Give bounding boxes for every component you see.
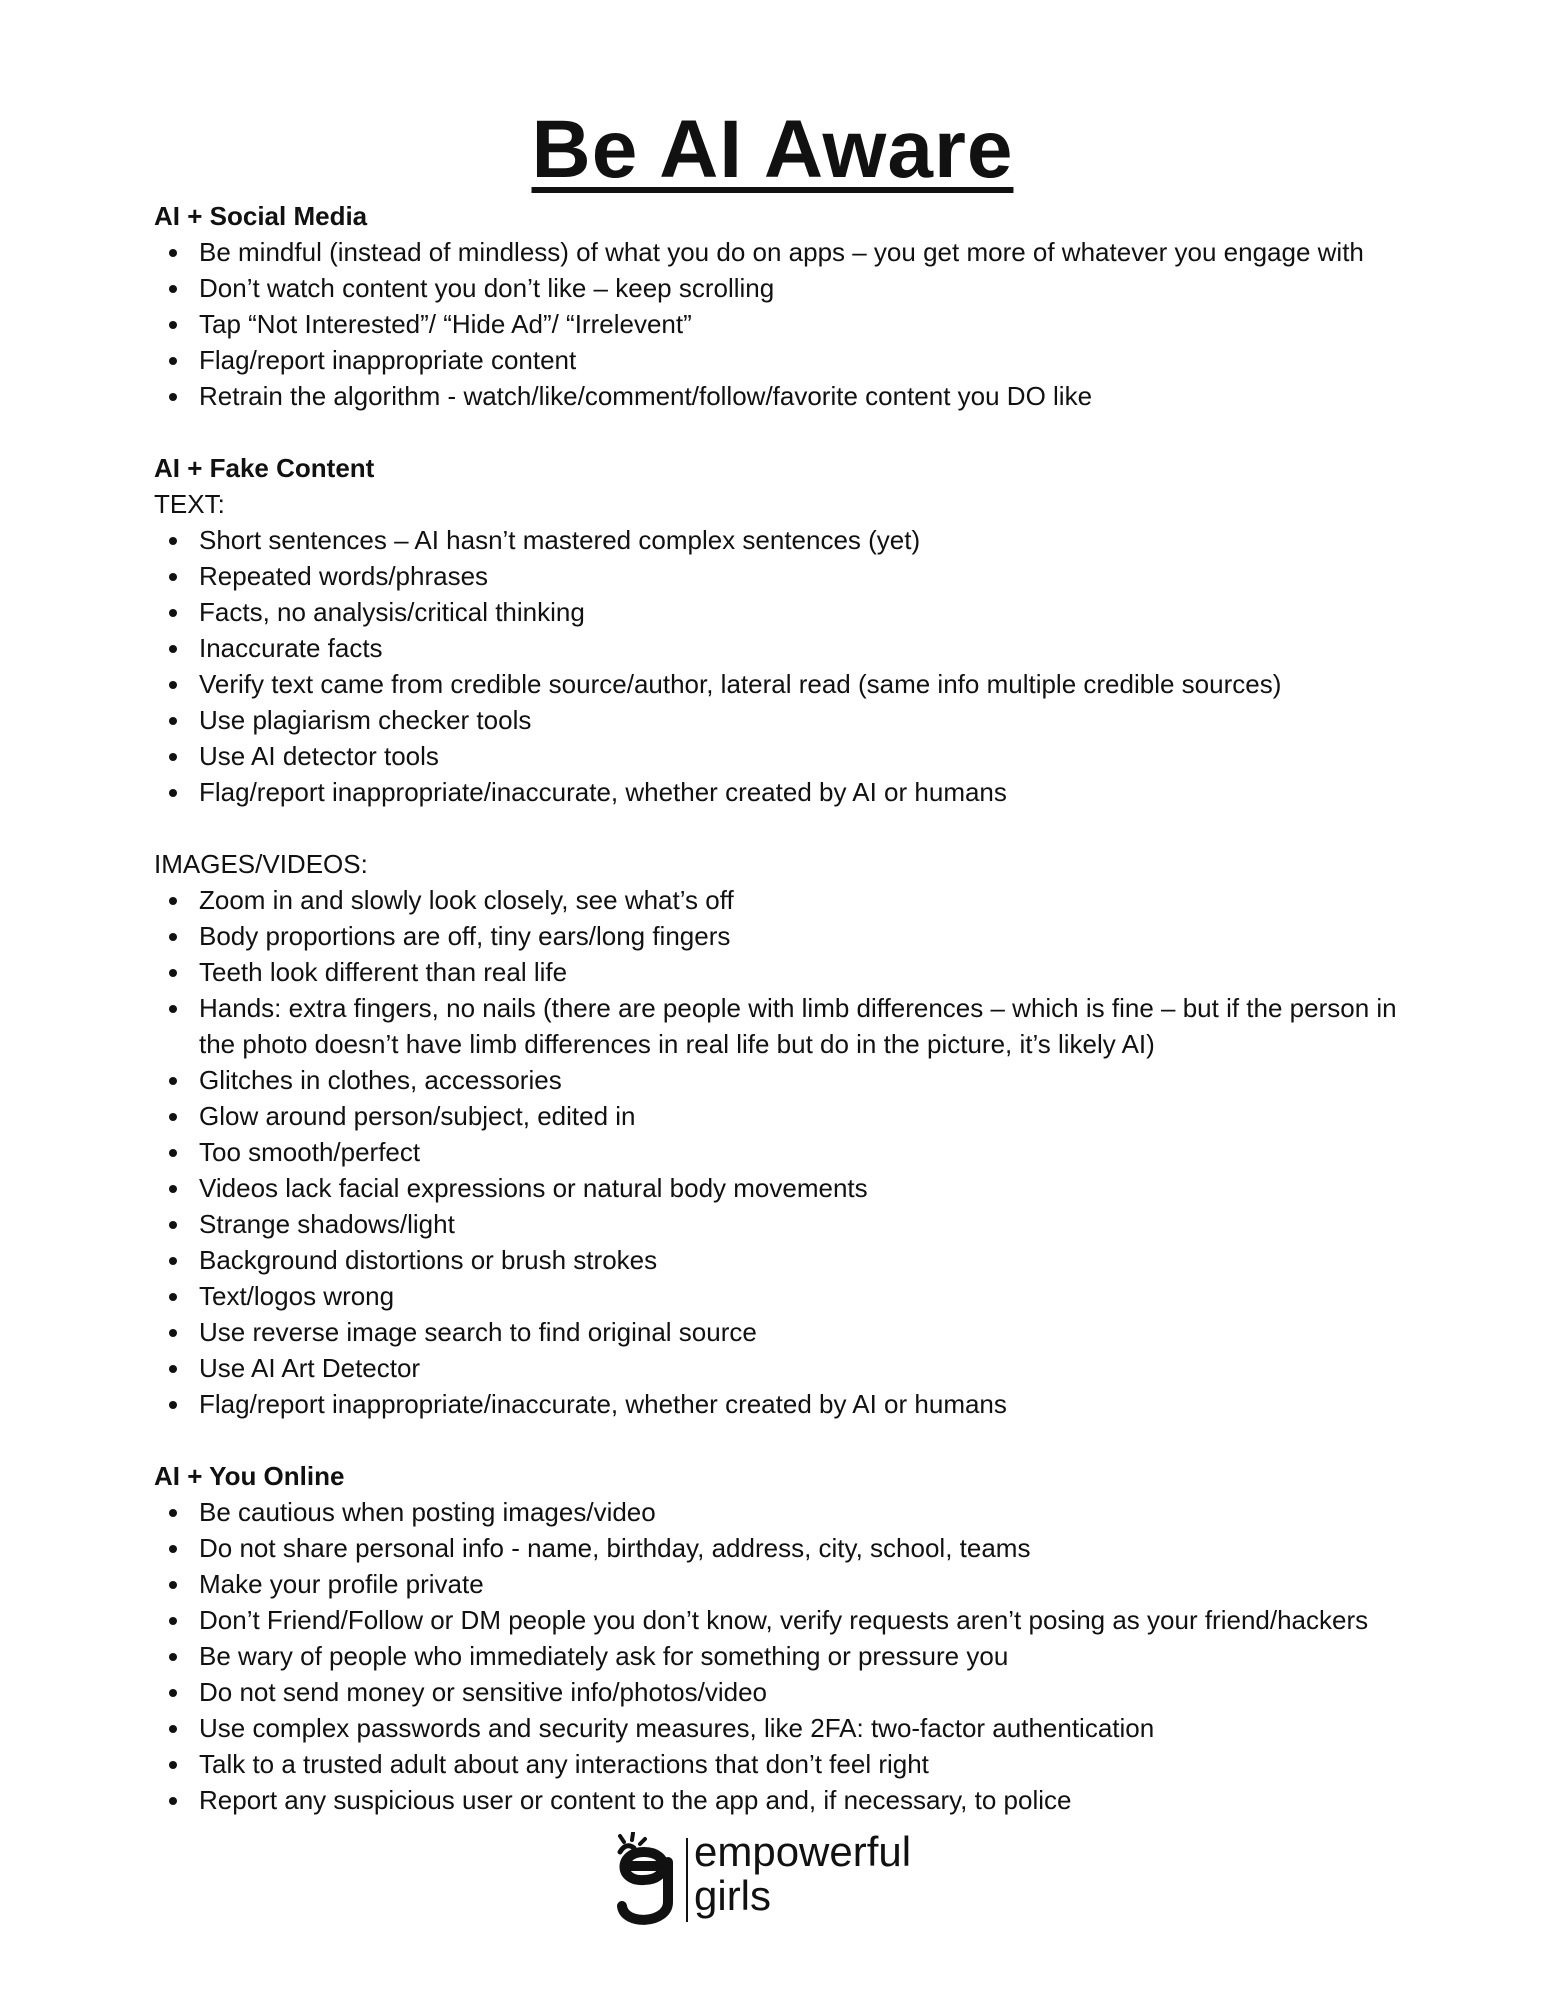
list-item: Don’t watch content you don’t like – keep scrolling — [154, 270, 1404, 306]
list-item: Text/logos wrong — [154, 1278, 1404, 1314]
media-tips-list — [154, 882, 1404, 1422]
logo-wordmark — [694, 1830, 911, 1918]
logo-text-line1: empowerful — [694, 1828, 912, 1875]
list-item: Use AI detector tools — [154, 738, 1404, 774]
section-heading-you-online: AI + You Online — [154, 1461, 345, 1491]
text-tips-list — [154, 522, 1404, 810]
list-item: Report any suspicious user or content to the app and, if necessary, to police — [154, 1782, 1404, 1818]
list-item: Videos lack facial expressions or natural body movements — [154, 1170, 1404, 1206]
list-item: Verify text came from credible source/author, lateral read (same info multiple credible sources) — [154, 666, 1404, 702]
empowerful-girls-logo — [610, 1830, 940, 1930]
list-item: Glitches in clothes, accessories — [154, 1062, 1404, 1098]
list-item: Facts, no analysis/critical thinking — [154, 594, 1404, 630]
social-media-list — [154, 234, 1404, 414]
list-item: Teeth look different than real life — [154, 954, 1404, 990]
list-item: Do not share personal info - name, birthday, address, city, school, teams — [154, 1530, 1404, 1566]
logo-eg-icon — [610, 1832, 680, 1928]
content — [154, 198, 1404, 1818]
list-item: Inaccurate facts — [154, 630, 1404, 666]
page-title: Be AI Aware — [531, 104, 1014, 195]
logo-text-line2: girls — [694, 1872, 772, 1919]
list-item: Use complex passwords and security measures, like 2FA: two-factor authentication — [154, 1710, 1404, 1746]
list-item: Use AI Art Detector — [154, 1350, 1404, 1386]
list-item: Be mindful (instead of mindless) of what you do on apps – you get more of whatever you engage with — [154, 234, 1404, 270]
list-item: Be wary of people who immediately ask for something or pressure you — [154, 1638, 1404, 1674]
list-item: Use plagiarism checker tools — [154, 702, 1404, 738]
list-item: Too smooth/perfect — [154, 1134, 1404, 1170]
list-item: Talk to a trusted adult about any interactions that don’t feel right — [154, 1746, 1404, 1782]
section-heading-fake-content: AI + Fake Content — [154, 453, 375, 483]
section-heading-social-media: AI + Social Media — [154, 201, 368, 231]
list-item: Flag/report inappropriate/inaccurate, whether created by AI or humans — [154, 774, 1404, 810]
online-tips-list — [154, 1494, 1404, 1818]
list-item: Make your profile private — [154, 1566, 1404, 1602]
list-item: Glow around person/subject, edited in — [154, 1098, 1404, 1134]
list-item: Retrain the algorithm - watch/like/comment/follow/favorite content you DO like — [154, 378, 1404, 414]
list-item: Short sentences – AI hasn’t mastered complex sentences (yet) — [154, 522, 1404, 558]
list-item: Don’t Friend/Follow or DM people you don’t know, verify requests aren’t posing as your friend/hackers — [154, 1602, 1404, 1638]
list-item: Strange shadows/light — [154, 1206, 1404, 1242]
list-item: Tap “Not Interested”/ “Hide Ad”/ “Irrelevent” — [154, 306, 1404, 342]
list-item: Background distortions or brush strokes — [154, 1242, 1404, 1278]
text-label: TEXT: — [154, 489, 225, 519]
list-item: Flag/report inappropriate content — [154, 342, 1404, 378]
list-item: Zoom in and slowly look closely, see what’s off — [154, 882, 1404, 918]
list-item: Hands: extra fingers, no nails (there are people with limb differences – which is fine – but if the person in the photo doesn’t have limb differences in real life but do in the picture, it’s likely AI) — [154, 990, 1404, 1062]
list-item: Flag/report inappropriate/inaccurate, whether created by AI or humans — [154, 1386, 1404, 1422]
logo-divider — [686, 1838, 688, 1922]
list-item: Do not send money or sensitive info/photos/video — [154, 1674, 1404, 1710]
list-item: Use reverse image search to find original source — [154, 1314, 1404, 1350]
list-item: Be cautious when posting images/video — [154, 1494, 1404, 1530]
list-item: Body proportions are off, tiny ears/long fingers — [154, 918, 1404, 954]
images-videos-label: IMAGES/VIDEOS: — [154, 849, 368, 879]
list-item: Repeated words/phrases — [154, 558, 1404, 594]
